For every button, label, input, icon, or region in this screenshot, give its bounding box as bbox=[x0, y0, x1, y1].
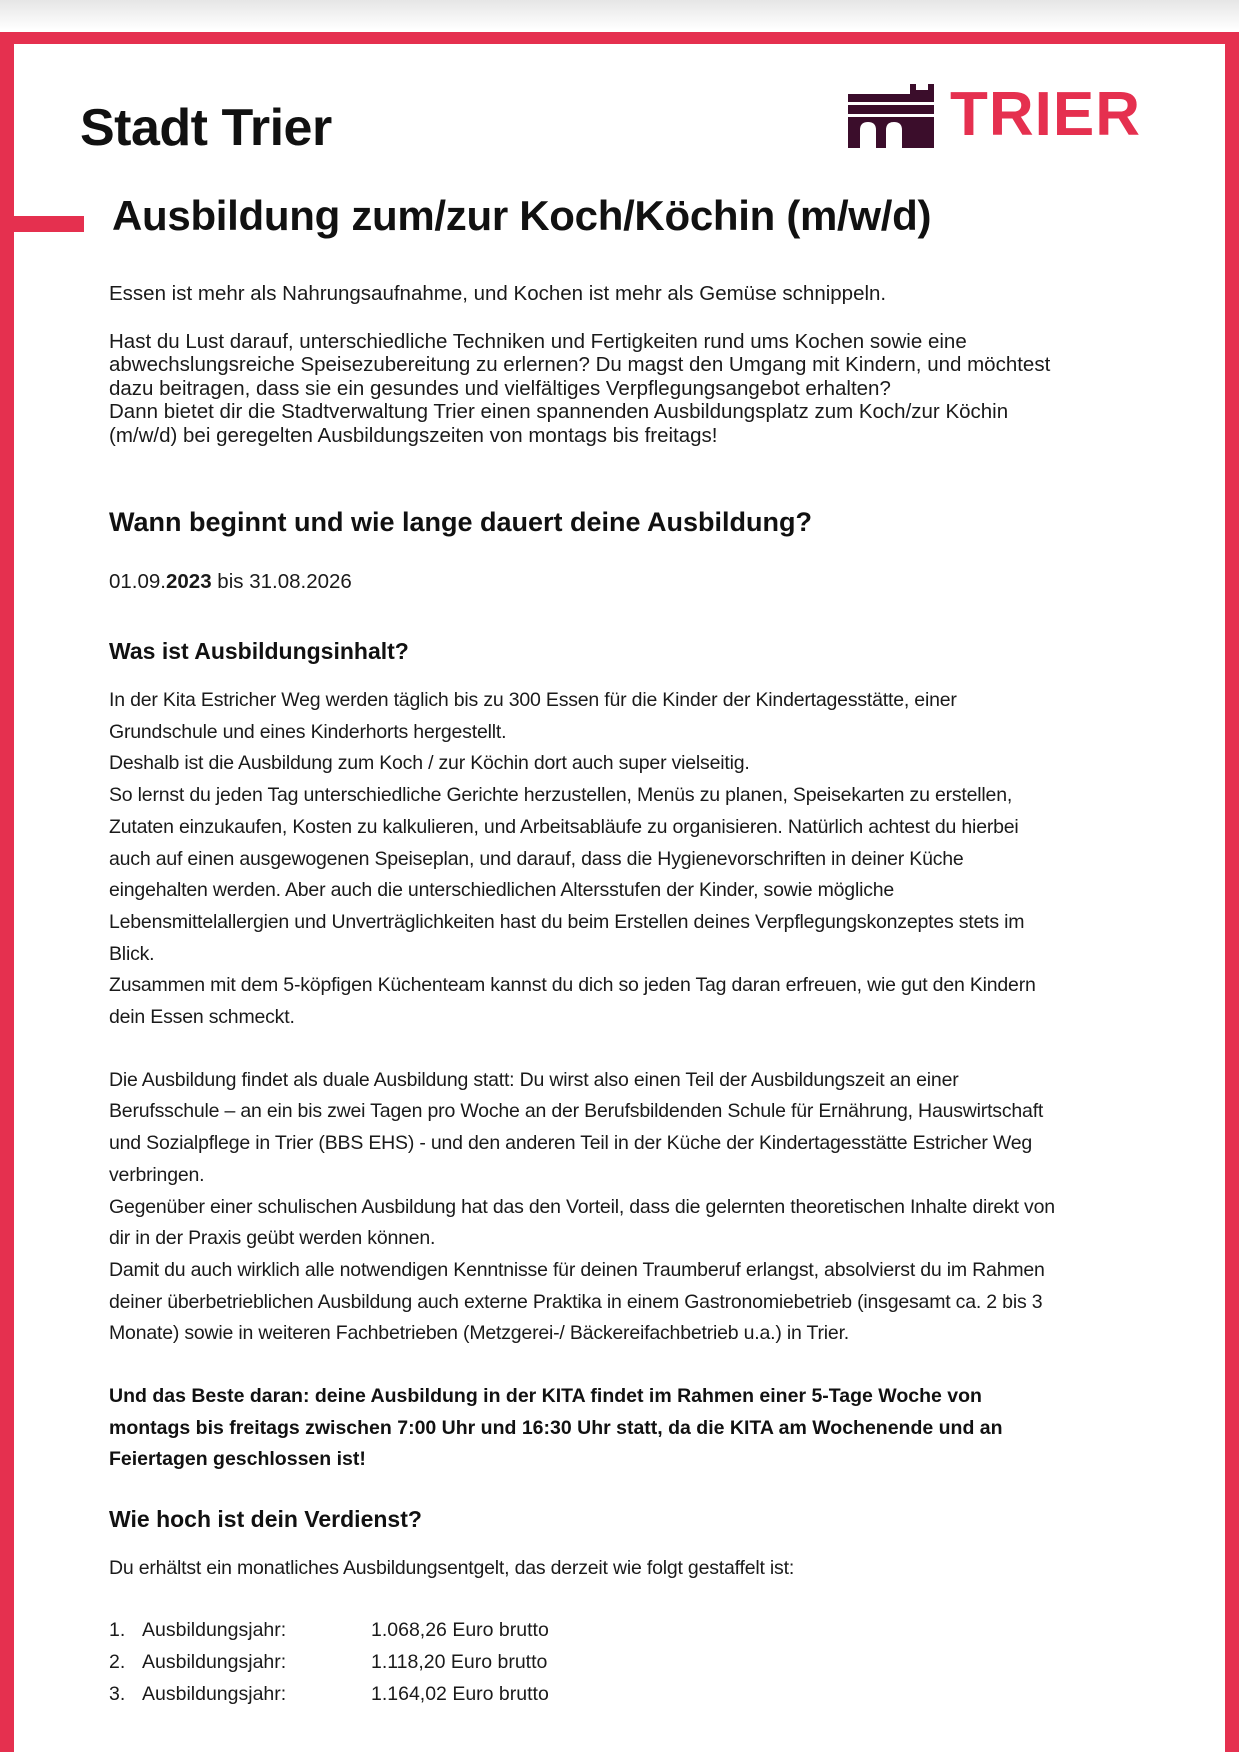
text-line: Zutaten einzukaufen, Kosten zu kalkulieren, und Arbeitsabläufe zu organisieren. Natürlich achtest du hierbei bbox=[109, 815, 1019, 838]
text-line: auch auf einen ausgewogenen Speiseplan, und darauf, dass die Hygienevorschriften in deiner Küche bbox=[109, 847, 964, 870]
text-line: Monate) sowie in weiteren Fachbetrieben (Metzgerei-/ Bäckereifachbetrieb u.a.) in Trier. bbox=[109, 1322, 850, 1345]
salary-list bbox=[109, 1614, 1169, 1710]
intro-line: (m/w/d) bei geregelten Ausbildungszeiten von montags bis freitags! bbox=[109, 423, 718, 447]
salary-item-number: 1. bbox=[109, 1619, 126, 1642]
intro-paragraph-1: Essen ist mehr als Nahrungsaufnahme, und Kochen ist mehr als Gemüse schnippeln. bbox=[109, 282, 887, 305]
text-line: Blick. bbox=[109, 942, 155, 965]
text-line: Zusammen mit dem 5-köpfigen Küchenteam kannst du dich so jeden Tag daran erfreuen, wie gut den Kindern bbox=[109, 974, 1036, 997]
text-line: In der Kita Estricher Weg werden täglich bis zu 300 Essen für die Kinder der Kindertagesstätte, einer bbox=[109, 689, 957, 711]
text-line: Damit du auch wirklich alle notwendigen Kenntnisse für deinen Traumberuf erlangst, absolvierst du im Rahmen bbox=[109, 1258, 1045, 1281]
highlight-line: Und das Beste daran: deine Ausbildung in der KITA findet im Rahmen einer 5-Tage Woche von bbox=[109, 1385, 982, 1408]
salary-item-number: 3. bbox=[109, 1683, 126, 1706]
salary-item-year: Ausbildungsjahr: bbox=[142, 1619, 287, 1642]
main-content bbox=[109, 282, 1169, 1710]
accent-bar bbox=[0, 216, 84, 232]
text-line: Die Ausbildung findet als duale Ausbildung statt: Du wirst also einen Teil der Ausbildungszeit an einer bbox=[109, 1068, 959, 1091]
text-line: Deshalb ist die Ausbildung zum Koch / zur Köchin dort auch super vielseitig. bbox=[109, 752, 750, 775]
text-line: und Sozialpflege in Trier (BBS EHS) - und den anderen Teil in der Küche der Kindertagesstätte Estricher Weg bbox=[109, 1132, 1033, 1155]
salary-item-amount: 1.164,02 Euro brutto bbox=[371, 1683, 549, 1706]
job-title: Ausbildung zum/zur Koch/Köchin (m/w/d) bbox=[112, 192, 932, 239]
salary-item-amount: 1.118,20 Euro brutto bbox=[371, 1651, 548, 1674]
highlight-paragraph bbox=[109, 1381, 1169, 1476]
start-year: 2023 bbox=[166, 570, 212, 593]
date-range-rest: bis 31.08.2026 bbox=[211, 570, 352, 593]
text-line: deiner überbetrieblichen Ausbildung auch externe Praktika in einem Gastronomiebetrieb (insgesamt ca. 2 bis 3 bbox=[109, 1290, 1043, 1313]
logo-wordmark: TRIER bbox=[950, 80, 1141, 149]
text-line: dein Essen schmeckt. bbox=[109, 1006, 295, 1029]
text-line: Grundschule und eines Kinderhorts hergestellt. bbox=[109, 720, 507, 743]
salary-intro: Du erhältst ein monatliches Ausbildungsentgelt, das derzeit wie folgt gestaffelt ist: bbox=[109, 1557, 795, 1580]
text-line: So lernst du jeden Tag unterschiedliche Gerichte herzustellen, Menüs zu planen, Speisekarten zu erstellen, bbox=[109, 784, 1013, 807]
salary-item bbox=[109, 1614, 1169, 1646]
text-line: dir in der Praxis geübt werden können. bbox=[109, 1227, 436, 1250]
trier-logo bbox=[848, 80, 1148, 149]
start-date-prefix: 01.09. bbox=[109, 570, 166, 593]
intro-line: Dann bietet dir die Stadtverwaltung Trier einen spannenden Ausbildungsplatz zum Koch/zur Köchin bbox=[109, 400, 1009, 423]
castle-gate-icon bbox=[848, 84, 934, 148]
org-title: Stadt Trier bbox=[80, 99, 332, 157]
text-line: Berufsschule – an ein bis zwei Tagen pro Woche an der Berufsbildenden Schule für Ernährung, Hauswirtschaft bbox=[109, 1100, 1044, 1123]
highlight-line: Feiertagen geschlossen ist! bbox=[109, 1448, 366, 1471]
salary-heading: Wie hoch ist dein Verdienst? bbox=[109, 1506, 422, 1533]
content-paragraph-2 bbox=[109, 1065, 1169, 1350]
duration-heading: Wann beginnt und wie lange dauert deine Ausbildung? bbox=[109, 507, 812, 537]
salary-item-amount: 1.068,26 Euro brutto bbox=[371, 1619, 549, 1642]
highlight-line: montags bis freitags zwischen 7:00 Uhr und 16:30 Uhr statt, da die KITA am Wochenende und an bbox=[109, 1416, 1003, 1439]
text-line: verbringen. bbox=[109, 1163, 205, 1186]
text-line: Lebensmittelallergien und Unverträglichkeiten hast du beim Erstellen deines Verpflegungskonzeptes stets im bbox=[109, 910, 1025, 933]
text-line: eingehalten werden. Aber auch die unterschiedlichen Altersstufen der Kinder, sowie mögliche bbox=[109, 879, 895, 902]
intro-line: abwechslungsreiche Speisezubereitung zu erlernen? Du magst den Umgang mit Kindern, und möchtest bbox=[109, 353, 1051, 376]
salary-item bbox=[109, 1646, 1169, 1678]
salary-item-number: 2. bbox=[109, 1651, 126, 1674]
text-line: Gegenüber einer schulischen Ausbildung hat das den Vorteil, dass die gelernten theoretischen Inhalte direkt von bbox=[109, 1195, 1055, 1218]
intro-section bbox=[109, 282, 1169, 447]
salary-item-year: Ausbildungsjahr: bbox=[142, 1651, 287, 1674]
duration-dates bbox=[109, 570, 1169, 594]
intro-line: dazu beitragen, dass sie ein gesundes und vielfältiges Verpflegungsangebot erhalten? bbox=[109, 376, 891, 400]
content-paragraph-1 bbox=[109, 685, 1169, 1034]
salary-item bbox=[109, 1678, 1169, 1710]
content-heading: Was ist Ausbildungsinhalt? bbox=[109, 638, 409, 664]
page-top-shadow bbox=[0, 0, 1239, 30]
salary-item-year: Ausbildungsjahr: bbox=[142, 1683, 287, 1706]
intro-line: Hast du Lust darauf, unterschiedliche Techniken und Fertigkeiten rund ums Kochen sowie eine bbox=[109, 329, 967, 353]
